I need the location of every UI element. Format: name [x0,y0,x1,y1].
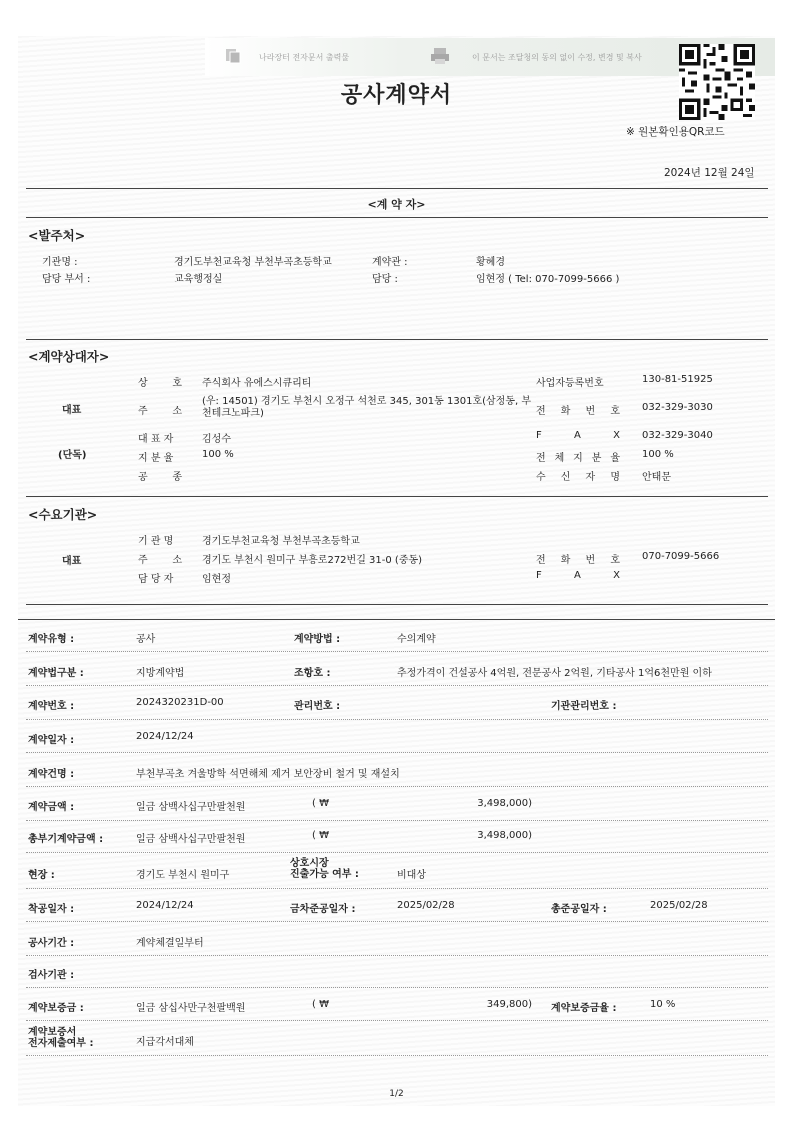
total-amount-korean: 일금 삼백사십구만팔천원 [136,834,246,845]
document-icon [225,48,241,64]
name-value: 부천부곡초 겨울방학 석면해체 제거 보안장비 철거 및 재설치 [136,769,400,780]
work-label: 공 종 [138,472,182,483]
divider [26,217,768,218]
annual-end-label: 금차준공일자 : [290,904,356,915]
demand-manager-label: 담 당 자 [138,574,174,585]
trade-label: 상 호 [138,378,182,389]
demand-address-label: 주 소 [138,555,182,566]
copy-notice-text: 이 문서는 조달청의 동의 없이 수정, 변경 및 복사 [472,53,642,62]
row-divider [26,685,768,686]
clause-value: 추정가격이 건설공사 4억원, 전문공사 2억원, 기타공사 1억6천만원 이하 [397,668,712,679]
agency-label: 기관명 : [42,257,78,268]
officer-label: 계약관 : [372,257,408,268]
guarantee-label-line2: 전자제출여부 : [28,1038,94,1049]
contract-party-heading: <계 약 자> [367,198,426,211]
law-label: 계약법구분 : [28,668,84,679]
annual-end-value: 2025/02/28 [397,900,455,911]
period-value: 계약체결일부터 [136,938,204,949]
contract-date-value: 2024/12/24 [136,731,194,742]
row-divider [26,888,768,889]
clause-label: 조항호 : [294,668,331,679]
ceo-value: 김성수 [202,434,231,445]
recipient-label: 수 신 자 명 [536,472,620,483]
total-share-value: 100 % [642,449,674,460]
demand-rep-label: 대표 [62,556,82,567]
contract-date-header: 2024년 12월 24일 [664,167,755,179]
guarantee-value: 지급각서대체 [136,1037,194,1048]
row-divider [26,1020,768,1021]
row-divider [26,955,768,956]
site-label: 현장 : [28,870,55,881]
start-value: 2024/12/24 [136,900,194,911]
type-label: 계약유형 : [28,634,75,645]
name-label: 계약건명 : [28,769,75,780]
document-title: 공사계약서 [340,83,453,108]
row-divider [26,752,768,753]
counterparty-heading: <계약상대자> [28,349,110,364]
org-value: 경기도부천교육청 부천부곡초등학교 [202,536,360,547]
ceo-label: 대 표 자 [138,434,174,445]
recipient-value: 안태문 [642,472,671,483]
printer-icon [430,47,450,65]
dept-value: 교육행정실 [174,274,223,285]
share-value: 100 % [202,449,234,460]
law-value: 지방계약법 [136,668,185,679]
amount-korean: 일금 삼백사십구만팔천원 [136,802,246,813]
period-label: 공사기간 : [28,938,75,949]
row-divider [26,987,768,988]
demand-phone-label: 전 화 번 호 [536,555,620,566]
manage-no-label: 관리번호 : [294,701,341,712]
final-end-value: 2025/02/28 [650,900,708,911]
divider [18,619,775,620]
divider [26,188,768,189]
biz-no-value: 130-81-51925 [642,374,713,385]
print-banner-text: 나라장터 전자문서 출력물 [259,53,350,62]
start-label: 착공일자 : [28,904,75,915]
single-label: (단독) [58,450,87,461]
final-end-label: 총준공일자 : [551,904,607,915]
officer-value: 황혜경 [476,257,505,268]
row-divider [26,820,768,821]
agency-manage-label: 기관관리번호 : [551,701,617,712]
amount-paren-open: ( ₩ [312,798,329,809]
deposit-label: 계약보증금 : [28,1003,84,1014]
guarantee-label-line1: 계약보증서 [28,1027,77,1038]
site-value: 경기도 부천시 원미구 [136,870,230,881]
number-label: 계약번호 : [28,701,75,712]
deposit-rate-value: 10 % [650,999,676,1010]
rep-label: 대표 [62,405,82,416]
deposit-paren-open: ( ₩ [312,999,329,1010]
deposit-korean: 일금 삼십사만구천팔백원 [136,1003,246,1014]
fax-value: 032-329-3040 [642,430,713,441]
address-label: 주 소 [138,406,182,417]
qr-caption: ※ 원본확인용QR코드 [626,126,725,138]
demand-phone-value: 070-7099-5666 [642,551,720,562]
demand-heading: <수요기관> [28,507,98,522]
org-label: 기 관 명 [138,536,174,547]
local-value: 비대상 [397,870,426,881]
row-divider [26,651,768,652]
address-value: (우: 14501) 경기도 부천시 오정구 석천로 345, 301동 1301호(삼정동, 부천테크노파크) [202,396,532,419]
method-value: 수의계약 [397,634,436,645]
manager-label: 담당 : [372,274,398,285]
demand-address-value: 경기도 부천시 원미구 부흥로272번길 31-0 (중동) [202,555,423,566]
local-label-line2: 진출가능 여부 : [290,869,359,880]
row-divider [26,852,768,853]
amount-value: 3,498,000) [477,798,532,809]
total-amount-value: 3,498,000) [477,830,532,841]
divider [26,339,768,340]
number-value: 2024320231D-00 [136,697,224,708]
ordering-heading: <발주처> [28,228,86,243]
deposit-rate-label: 계약보증금율 : [551,1003,617,1014]
phone-value: 032-329-3030 [642,402,713,413]
dept-label: 담당 부서 : [42,274,91,285]
biz-no-label: 사업자등록번호 [536,378,604,389]
agency-value: 경기도부천교육청 부천부곡초등학교 [174,257,332,268]
total-share-label: 전 체 지 분 율 [536,453,620,464]
local-label-line1: 상호시장 [290,858,329,869]
divider [26,604,768,605]
demand-fax-label: F A X [536,570,620,581]
trade-value: 주식회사 유에스시큐리티 [202,378,312,389]
deposit-value: 349,800) [486,999,532,1010]
row-divider [26,921,768,922]
method-label: 계약방법 : [294,634,341,645]
phone-label: 전 화 번 호 [536,406,620,417]
type-value: 공사 [136,634,156,645]
page-number: 1/2 [389,1089,404,1099]
manager-value: 임현정 ( Tel: 070-7099-5666 ) [476,274,620,285]
share-label: 지 분 율 [138,453,174,464]
inspect-label: 검사기관 : [28,970,75,981]
row-divider [26,786,768,787]
total-amount-label: 총부기계약금액 : [28,834,104,845]
divider [26,496,768,497]
total-paren-open: ( ₩ [312,830,329,841]
row-divider [26,1055,768,1056]
row-divider [26,719,768,720]
contract-date-label: 계약일자 : [28,735,75,746]
amount-label: 계약금액 : [28,802,75,813]
demand-manager-value: 임현정 [202,574,231,585]
fax-label: F A X [536,430,620,441]
